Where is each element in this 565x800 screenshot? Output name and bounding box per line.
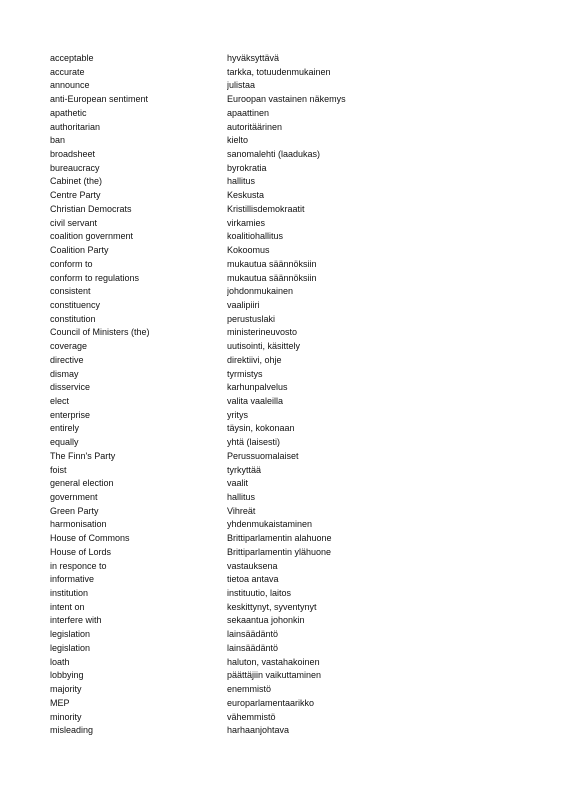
finnish-translation: hyväksyttävä (227, 53, 280, 63)
glossary-row (50, 121, 520, 135)
english-term: House of Commons (50, 533, 130, 544)
glossary-row (50, 313, 520, 327)
english-term: directive (50, 354, 84, 365)
english-term: interfere with (50, 615, 102, 626)
english-term: loath (50, 656, 70, 667)
english-term: Coalition Party (50, 245, 109, 256)
glossary-row (50, 175, 520, 189)
finnish-translation: yritys (227, 409, 248, 420)
glossary-row (50, 93, 520, 107)
finnish-translation: harhaanjohtava (227, 725, 290, 736)
finnish-translation: tietoa antava (227, 574, 279, 585)
glossary-row (50, 724, 520, 738)
glossary-row (50, 162, 520, 176)
english-term: intent on (50, 601, 85, 612)
english-term: conform to regulations (50, 272, 140, 283)
english-term: minority (50, 711, 82, 722)
english-term: Christian Democrats (50, 203, 132, 214)
glossary-row (50, 381, 520, 395)
glossary-row (50, 697, 520, 711)
finnish-translation: valita vaaleilla (227, 395, 284, 406)
finnish-translation: instituutio, laitos (227, 588, 292, 599)
finnish-translation: vaalipiiri (227, 299, 260, 310)
english-term: dismay (50, 368, 79, 379)
english-term: majority (50, 684, 82, 695)
english-term: anti-European sentiment (50, 94, 149, 105)
english-term: government (50, 492, 98, 502)
glossary-row (50, 244, 520, 258)
glossary-row (50, 436, 520, 450)
english-term: entirely (50, 423, 80, 434)
glossary-row (50, 148, 520, 162)
english-term: ban (50, 135, 66, 146)
glossary-list (50, 52, 520, 738)
english-term: legislation (50, 629, 91, 640)
finnish-translation: johdonmukainen (227, 286, 294, 297)
finnish-translation: karhunpalvelus (227, 382, 288, 393)
english-term: legislation (50, 642, 91, 653)
english-term: civil servant (50, 217, 98, 228)
glossary-row (50, 285, 520, 299)
glossary-row (50, 217, 520, 231)
finnish-translation: Vihreät (227, 505, 256, 516)
english-term: disservice (50, 382, 91, 393)
finnish-translation: tarkka, totuudenmukainen (227, 66, 331, 77)
glossary-row (50, 505, 520, 519)
finnish-translation: mukautua säännöksiin (227, 258, 317, 269)
english-term: Green Party (50, 505, 99, 516)
english-term: authoritarian (50, 121, 101, 132)
glossary-row (50, 272, 520, 286)
glossary-row (50, 573, 520, 587)
glossary-row (50, 340, 520, 354)
glossary-row (50, 450, 520, 464)
finnish-translation: byrokratia (227, 162, 267, 173)
english-term: conform to (50, 258, 93, 269)
finnish-translation: hallitus (227, 492, 256, 502)
english-term: Centre Party (50, 190, 101, 201)
glossary-row (50, 368, 520, 382)
finnish-translation: perustuslaki (227, 313, 276, 324)
glossary-row (50, 477, 520, 491)
english-term: bureaucracy (50, 162, 100, 173)
english-term: Cabinet (the) (50, 176, 103, 187)
english-term: announce (50, 80, 90, 91)
glossary-row (50, 395, 520, 409)
glossary-row (50, 354, 520, 368)
finnish-translation: apaattinen (227, 107, 270, 118)
glossary-row (50, 532, 520, 546)
glossary-row (50, 642, 520, 656)
glossary-row (50, 614, 520, 628)
english-term: lobbying (50, 670, 84, 681)
finnish-translation: yhdenmukaistaminen (227, 519, 313, 530)
english-term: harmonisation (50, 519, 107, 530)
english-term: The Finn's Party (50, 450, 116, 461)
finnish-translation: ministerineuvosto (227, 327, 298, 338)
finnish-translation: Brittiparlamentin alahuone (227, 533, 332, 544)
glossary-row (50, 587, 520, 601)
english-term: House of Lords (50, 546, 112, 557)
english-term: coverage (50, 341, 88, 352)
finnish-translation: mukautua säännöksiin (227, 272, 317, 283)
english-term: foist (50, 464, 67, 475)
finnish-translation: vaalit (227, 478, 249, 489)
glossary-row (50, 409, 520, 423)
english-term: broadsheet (50, 149, 96, 160)
english-term: informative (50, 574, 95, 585)
glossary-row (50, 711, 520, 725)
finnish-translation: Kokoomus (227, 245, 270, 256)
english-term: institution (50, 588, 89, 599)
finnish-translation: europarlamentaarikko (227, 697, 315, 708)
finnish-translation: direktiivi, ohje (227, 354, 282, 365)
glossary-row (50, 326, 520, 340)
finnish-translation: vähemmistö (227, 711, 276, 722)
english-term: elect (50, 395, 70, 406)
english-term: apathetic (50, 107, 87, 118)
finnish-translation: vastauksena (227, 560, 278, 571)
glossary-row (50, 422, 520, 436)
finnish-translation: tyrmistys (227, 368, 263, 379)
finnish-translation: lainsäädäntö (227, 642, 279, 653)
glossary-row (50, 299, 520, 313)
glossary-row (50, 628, 520, 642)
finnish-translation: hallitus (227, 176, 256, 187)
english-term: enterprise (50, 409, 91, 420)
glossary-row (50, 518, 520, 532)
glossary-row (50, 560, 520, 574)
glossary-row (50, 52, 520, 66)
glossary-row (50, 491, 520, 505)
finnish-translation: enemmistö (227, 684, 272, 695)
glossary-row (50, 189, 520, 203)
finnish-translation: yhtä (laisesti) (227, 437, 281, 448)
english-term: constituency (50, 299, 101, 310)
finnish-translation: julistaa (227, 80, 256, 91)
finnish-translation: sanomalehti (laadukas) (227, 149, 321, 160)
finnish-translation: sekaantua johonkin (227, 615, 305, 626)
finnish-translation: Brittiparlamentin ylähuone (227, 546, 332, 557)
glossary-row (50, 107, 520, 121)
glossary-row (50, 464, 520, 478)
glossary-row (50, 601, 520, 615)
english-term: in responce to (50, 560, 107, 571)
finnish-translation: keskittynyt, syventynyt (227, 601, 317, 612)
english-term: accurate (50, 66, 85, 77)
glossary-row (50, 683, 520, 697)
glossary-row (50, 66, 520, 80)
glossary-row (50, 230, 520, 244)
finnish-translation: virkamies (227, 217, 266, 228)
glossary-row (50, 546, 520, 560)
finnish-translation: kielto (227, 135, 249, 146)
english-term: acceptable (50, 53, 94, 63)
glossary-row (50, 203, 520, 217)
finnish-translation: Kristillisdemokraatit (227, 203, 305, 214)
english-term: misleading (50, 725, 94, 736)
finnish-translation: päättäjiin vaikuttaminen (227, 670, 322, 681)
finnish-translation: Keskusta (227, 190, 265, 201)
english-term: equally (50, 437, 79, 448)
finnish-translation: uutisointi, käsittely (227, 341, 301, 352)
glossary-row (50, 134, 520, 148)
english-term: coalition government (50, 231, 134, 242)
finnish-translation: täysin, kokonaan (227, 423, 295, 434)
english-term: MEP (50, 697, 70, 708)
finnish-translation: haluton, vastahakoinen (227, 656, 320, 667)
english-term: general election (50, 478, 114, 489)
english-term: Council of Ministers (the) (50, 327, 150, 338)
finnish-translation: Perussuomalaiset (227, 450, 299, 461)
finnish-translation: Euroopan vastainen näkemys (227, 94, 346, 105)
english-term: consistent (50, 286, 91, 297)
glossary-row (50, 258, 520, 272)
finnish-translation: tyrkyttää (227, 464, 262, 475)
glossary-row (50, 79, 520, 93)
glossary-row (50, 656, 520, 670)
finnish-translation: lainsäädäntö (227, 629, 279, 640)
english-term: constitution (50, 313, 96, 324)
finnish-translation: autoritäärinen (227, 121, 283, 132)
glossary-row (50, 669, 520, 683)
finnish-translation: koalitiohallitus (227, 231, 284, 242)
